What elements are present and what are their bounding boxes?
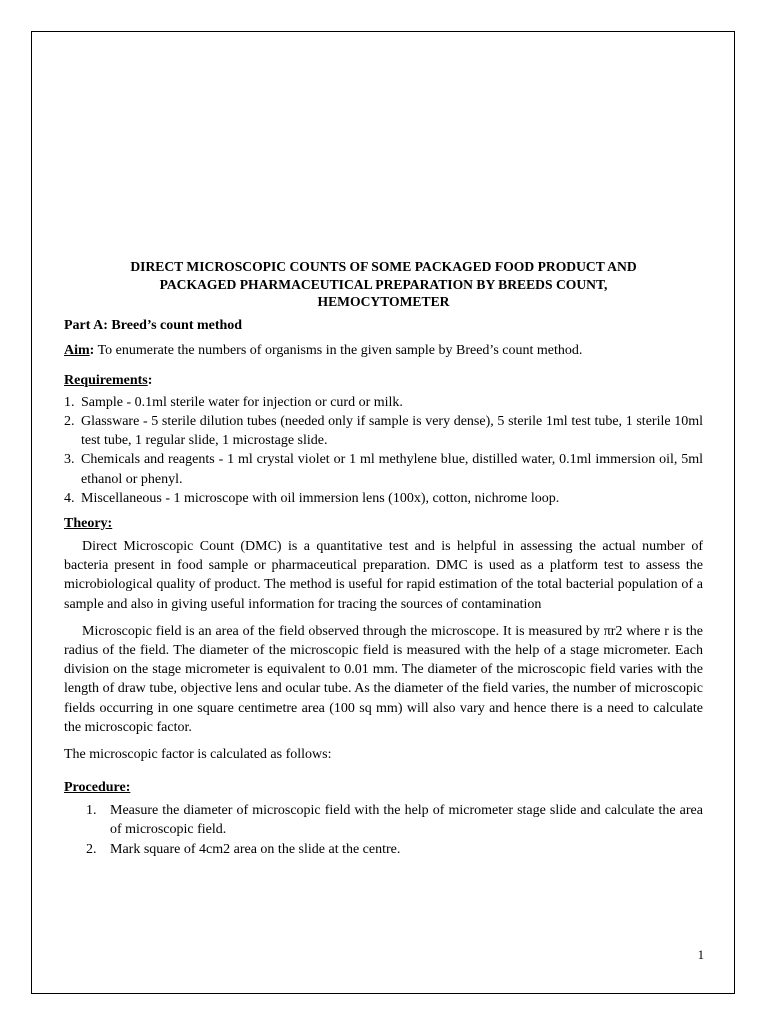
page-number: 1 bbox=[697, 948, 704, 962]
procedure-list bbox=[64, 801, 703, 859]
document-title bbox=[64, 258, 703, 311]
list-item: 3. Chemicals and reagents - 1 ml crystal violet or 1 ml methylene blue, distilled water, 0.1ml immersion oil, 5ml ethanol or phenyl. bbox=[64, 452, 703, 487]
title-line-1: DIRECT MICROSCOPIC COUNTS OF SOME PACKAGED FOOD PRODUCT AND bbox=[130, 259, 637, 274]
list-item: 1. Measure the diameter of microscopic field with the help of micrometer stage slide and calculate the area of microscopic field. bbox=[86, 803, 703, 838]
list-item: 4. Miscellaneous - 1 microscope with oil immersion lens (100x), cotton, nichrome loop. bbox=[64, 490, 560, 506]
theory-heading: Theory: bbox=[64, 515, 113, 531]
title-line-2: PACKAGED PHARMACEUTICAL PREPARATION BY BREEDS COUNT, bbox=[159, 276, 608, 292]
part-a-heading: Part A: Breed’s count method bbox=[64, 317, 243, 333]
list-item: 2. Mark square of 4cm2 area on the slide at the centre. bbox=[86, 841, 401, 857]
aim-paragraph: Aim: To enumerate the numbers of organisms in the given sample by Breed’s count method. bbox=[64, 342, 583, 358]
aim-label: Aim bbox=[64, 342, 90, 358]
theory-paragraph-2: Microscopic field is an area of the field observed through the microscope. It is measured by πr2 where r is the radius of the field. The diameter of the microscopic field is measured with the help of a stage micrometer. Each division on the stage micrometer is equivalent to 0.01 mm. The diameter of the microscopic field varies with the length of draw tube, objective lens and ocular tube. As the diameter of the field varies, the number of microscopic fields occurring in one square centimetre area (100 sq mm) will also vary and hence there is a need to calculate the microscopic factor. bbox=[64, 623, 703, 735]
title-line-3: HEMOCYTOMETER bbox=[317, 294, 450, 309]
requirements-label: Requirements bbox=[64, 372, 148, 388]
requirements-heading: Requirements: bbox=[64, 372, 153, 388]
theory-paragraph-1: Direct Microscopic Count (DMC) is a quantitative test and is helpful in assessing the actual number of bacteria present in food sample or pharmaceutical preparation. DMC is used as a platform test to assess the microbiological quality of product. The method is useful for rapid estimation of the total bacterial population of a sample and also in giving useful information for tracing the sources of contamination bbox=[64, 538, 703, 612]
theory-paragraph-3: The microscopic factor is calculated as follows: bbox=[64, 746, 332, 762]
requirements-list bbox=[64, 393, 703, 508]
procedure-heading: Procedure: bbox=[64, 780, 131, 796]
aim-text: To enumerate the numbers of organisms in the given sample by Breed’s count method. bbox=[97, 342, 583, 358]
list-item: 1. Sample - 0.1ml sterile water for injection or curd or milk. bbox=[64, 394, 403, 410]
document-body bbox=[64, 258, 703, 859]
list-item: 2. Glassware - 5 sterile dilution tubes (needed only if sample is very dense), 5 sterile 1ml test tube, 1 sterile 10ml test tube, 1 regular slide, 1 microstage slide. bbox=[64, 413, 703, 449]
